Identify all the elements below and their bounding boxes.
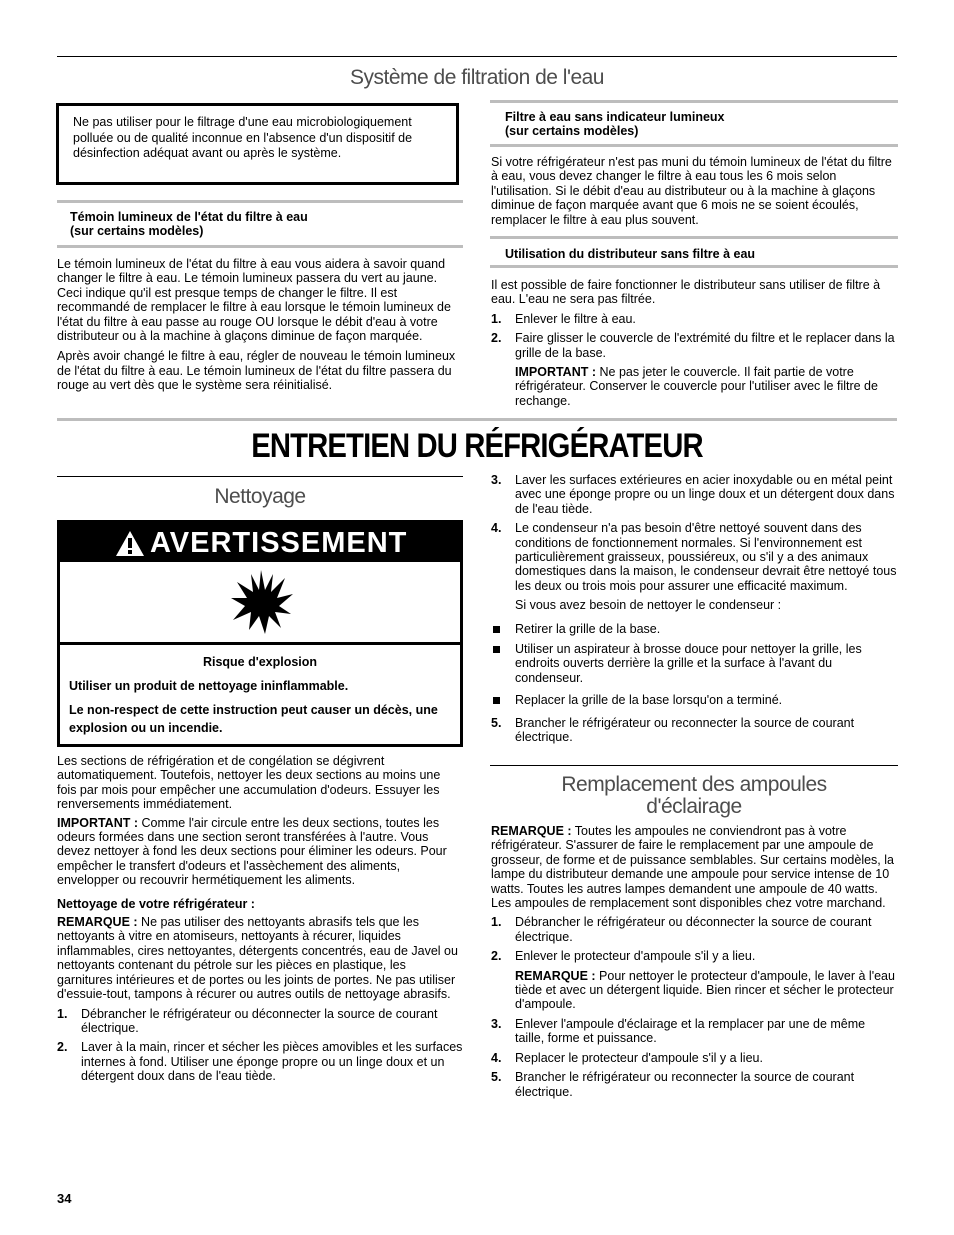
list-item bbox=[491, 949, 897, 963]
noindicator-heading-l1: Filtre à eau sans indicateur lumineux bbox=[505, 110, 725, 124]
step-text: Le condenseur n'a pas besoin d'être nettoyé souvent dans des conditions de fonctionnement normales. Si l'environnement est particulièrement graisseux, poussiéreux, ou s'il y a des animaux domestiques dans la maison, le condenseur devrait être nettoyé tous les deux ou trois mois pour assurer une efficacité maximum. bbox=[515, 521, 897, 593]
nettoyage-body bbox=[57, 754, 463, 1084]
list-item bbox=[491, 915, 897, 944]
nofilter-steps bbox=[491, 312, 897, 360]
nofilter-important bbox=[491, 365, 897, 408]
step-text: Débrancher le réfrigérateur ou déconnecter la source de courant électrique. bbox=[515, 915, 872, 944]
warning-line1: Utiliser un produit de nettoyage ininflammable. bbox=[69, 679, 349, 693]
indicator-body bbox=[57, 257, 463, 393]
noindicator-heading-l2: (sur certains modèles) bbox=[505, 124, 639, 139]
step-number: 3. bbox=[491, 1016, 502, 1031]
indicator-p1: Le témoin lumineux de l'état du filtre à eau vous aidera à savoir quand changer le filtre à eau. Le témoin lumineux passera du vert au jaune. Ceci indique qu'il est presque temps de changer le filtre. Il est recommandé de remplacer le filtre à eau lorsque le témoin lumineux de l'état du filtre à eau passe au rouge OU lorsque le débit d'eau à votre distributeur ou à la machine à glaçons diminue de façon marquée. bbox=[57, 257, 451, 344]
important-text: Comme l'air circule entre les deux sections, toutes les odeurs formées dans une section seront transférées à l'autre. Vous devez nettoyer à fond les deux sections pour éliminer les odeurs. Pour empêcher le transfert d'odeurs et l'assèchement des aliments, envelopper ou recouvrir hermétiquement les aliments. bbox=[57, 815, 447, 888]
nofilter-heading: Utilisation du distributeur sans filtre à eau bbox=[505, 247, 756, 261]
step-number: 5. bbox=[491, 715, 502, 730]
warning-box bbox=[57, 520, 463, 747]
explosion-icon bbox=[229, 568, 295, 636]
step-text: Brancher le réfrigérateur ou reconnecter la source de courant électrique. bbox=[515, 715, 855, 745]
nettoyage-rule bbox=[57, 476, 463, 477]
condenser-intro: Si vous avez besoin de nettoyer le condenseur : bbox=[515, 598, 782, 613]
step-number: 2. bbox=[491, 949, 502, 964]
list-item bbox=[57, 1007, 463, 1036]
nettoyage-body-right bbox=[491, 473, 897, 745]
indicator-heading-l2: (sur certains modèles) bbox=[70, 224, 204, 239]
important-label: IMPORTANT : bbox=[515, 365, 597, 380]
remark-label: REMARQUE : bbox=[515, 968, 596, 983]
remark-text: Pour nettoyer le protecteur d'ampoule, le laver à l'eau tiède et avec un détergent liquide. Bien rincer et sécher le protecteur d'ampoule. bbox=[515, 968, 895, 1012]
nettoyage-remark bbox=[57, 915, 463, 1001]
nettoyage-steps-right bbox=[491, 473, 897, 593]
list-item bbox=[491, 312, 897, 326]
indicator-top-rule bbox=[57, 200, 463, 203]
step-text: Enlever le filtre à eau. bbox=[515, 311, 636, 326]
nettoyage-steps-left bbox=[57, 1007, 463, 1084]
warning-banner bbox=[60, 523, 460, 562]
step-number: 1. bbox=[491, 311, 502, 326]
step-number: 4. bbox=[491, 1050, 502, 1065]
list-item bbox=[491, 716, 897, 745]
list-item bbox=[491, 473, 897, 516]
remark-text: Ne pas utiliser des nettoyants abrasifs tels que les nettoyants à vitre en atomiseurs, nettoyants à récurer, liquides inflammables, cires nettoyantes, détergents concentrés, eau de Javel ou nettoyants contenant du pétrole sur les pièces en plastique, les garnitures intérieures et de portes ou les joints de portes. Ne pas utiliser d'essuie-tout, tampons à récurer ou autres outils de nettoyage abrasifs. bbox=[57, 915, 458, 1002]
nettoyage-step5 bbox=[491, 716, 897, 745]
remark-label: REMARQUE : bbox=[57, 915, 138, 930]
remark-label: REMARQUE : bbox=[491, 824, 572, 838]
list-item: Utiliser un aspirateur à brosse douce pour nettoyer la grille, les endroits ouverts derrière la grille et la surface à l'avant du condenseur. bbox=[491, 642, 897, 685]
noindicator-body: Si votre réfrigérateur n'est pas muni du témoin lumineux de l'état du filtre à eau, vous devez changer le filtre à eau tous les 6 mois selon l'utilisation. Si le débit d'eau au distributeur ou à la machine à glaçons diminue de façon marquée avant que 6 mois ne se soient écoulés, remplacer le filtre à eau plus souvent. bbox=[491, 155, 892, 227]
page-number: 34 bbox=[57, 1191, 72, 1206]
bulbs-steps-cont bbox=[491, 1017, 897, 1099]
step-number: 1. bbox=[491, 915, 502, 930]
main-title-rule bbox=[57, 418, 897, 421]
step-text: Faire glisser le couvercle de l'extrémité du filtre et le replacer dans la grille de la base. bbox=[515, 331, 895, 360]
indicator-heading bbox=[70, 210, 460, 239]
nofilter-bottom-rule bbox=[490, 265, 898, 268]
important-text: Ne pas jeter le couvercle. Il fait partie de votre réfrigérateur. Conserver le couvercle pour l'utiliser avec le filtre de rechange. bbox=[515, 365, 878, 408]
bulbs-title bbox=[490, 774, 898, 818]
noindicator-heading bbox=[505, 110, 895, 139]
bulbs-remark bbox=[491, 824, 897, 910]
list-item bbox=[491, 521, 897, 593]
warning-banner-text: AVERTISSEMENT bbox=[150, 527, 408, 559]
bulbs-title-l1: Remplacement des ampoules bbox=[561, 773, 827, 796]
remark-text: Toutes les ampoules ne conviendront pas à votre réfrigérateur. S'assurer de faire le remplacement par une ampoule de grosseur, de forme et de puissance semblables. Sur certains modèles, la lampe du distributeur demande une ampoule pour service intense de 10 watts. Toutes les autres lampes demandent une ampoule de 40 watts. Les ampoules de remplacement sont disponibles chez votre marchand. bbox=[491, 824, 894, 911]
warning-divider bbox=[60, 642, 460, 645]
list-item bbox=[491, 1017, 897, 1046]
step-number: 1. bbox=[57, 1006, 68, 1021]
nofilter-p1: Il est possible de faire fonctionner le distributeur sans utiliser de filtre à eau. L'eau ne sera pas filtrée. bbox=[491, 278, 881, 307]
page-title: ENTRETIEN DU RÉFRIGÉRATEUR bbox=[251, 427, 703, 465]
list-item bbox=[491, 331, 897, 360]
step-text: Laver les surfaces extérieures en acier inoxydable ou en métal peint avec une éponge propre ou un linge doux et un détergent doux dans de l'eau tiède. bbox=[515, 473, 895, 516]
nofilter-top-rule bbox=[490, 236, 898, 239]
bulbs-title-l2: d'éclairage bbox=[646, 795, 742, 818]
list-item: Retirer la grille de la base. bbox=[491, 622, 897, 636]
filtration-title: Système de filtration de l'eau bbox=[350, 66, 604, 89]
step-text: Brancher le réfrigérateur ou reconnecter la source de courant électrique. bbox=[515, 1070, 855, 1099]
list-item: Replacer la grille de la base lorsqu'on a terminé. bbox=[491, 693, 897, 707]
noindicator-top-rule bbox=[490, 100, 898, 103]
list-item bbox=[491, 1070, 897, 1099]
step-number: 2. bbox=[57, 1040, 68, 1055]
warning-risk: Risque d'explosion bbox=[202, 655, 318, 669]
important-label: IMPORTANT : bbox=[57, 815, 139, 830]
condenser-bullets bbox=[491, 622, 897, 708]
noindicator-bottom-rule bbox=[490, 144, 898, 147]
top-rule bbox=[57, 56, 897, 57]
step-number: 3. bbox=[491, 473, 502, 487]
warning-line2: Le non-respect de cette instruction peut causer un décès, une explosion ou un incendie. bbox=[69, 703, 438, 735]
warning-triangle-icon bbox=[115, 530, 145, 557]
caution-box bbox=[56, 103, 459, 185]
nettoyage-important bbox=[57, 816, 463, 888]
indicator-p2: Après avoir changé le filtre à eau, régler de nouveau le témoin lumineux de l'état du filtre à eau. Le témoin lumineux de l'état du filtre passera du rouge au vert dès que le système sera réinitialisé. bbox=[57, 349, 456, 393]
nofilter-body bbox=[491, 278, 897, 408]
nettoyage-subheading: Nettoyage de votre réfrigérateur : bbox=[57, 896, 255, 911]
step-number: 4. bbox=[491, 521, 502, 536]
step-text: Enlever le protecteur d'ampoule s'il y a lieu. bbox=[515, 949, 756, 964]
step-text: Débrancher le réfrigérateur ou déconnecter la source de courant électrique. bbox=[81, 1006, 438, 1035]
bulbs-rule bbox=[490, 765, 898, 766]
explosion-area bbox=[60, 562, 460, 642]
bulbs-remark2 bbox=[491, 969, 897, 1012]
nettoyage-title: Nettoyage bbox=[214, 485, 306, 508]
list-item bbox=[491, 1051, 897, 1065]
nettoyage-p1: Les sections de réfrigération et de congélation se dégivrent automatiquement. Toutefois, nettoyer les deux sections au moins une fois par mois pour empêcher une accumulation d'odeurs. Essuyer les renversements immédiatement. bbox=[57, 754, 441, 812]
indicator-bottom-rule bbox=[57, 245, 463, 248]
step-text: Enlever l'ampoule d'éclairage et la remplacer par une de même taille, forme et puissance. bbox=[515, 1016, 866, 1046]
indicator-heading-l1: Témoin lumineux de l'état du filtre à eau bbox=[70, 210, 308, 224]
step-number: 5. bbox=[491, 1070, 502, 1085]
list-item bbox=[57, 1040, 463, 1083]
bulbs-steps bbox=[491, 915, 897, 963]
bulbs-body bbox=[491, 824, 897, 1099]
step-text: Laver à la main, rincer et sécher les pièces amovibles et les surfaces internes à fond. Utiliser une éponge propre ou un linge doux et un détergent doux dans de l'eau tiède. bbox=[81, 1040, 463, 1084]
caution-text: Ne pas utiliser pour le filtrage d'une eau microbiologiquement polluée ou de qualité inconnue en l'absence d'un dispositif de désinfection adéquat avant ou après le système. bbox=[73, 115, 413, 160]
step-text: Replacer le protecteur d'ampoule s'il y a lieu. bbox=[515, 1050, 763, 1065]
step-number: 2. bbox=[491, 331, 502, 346]
